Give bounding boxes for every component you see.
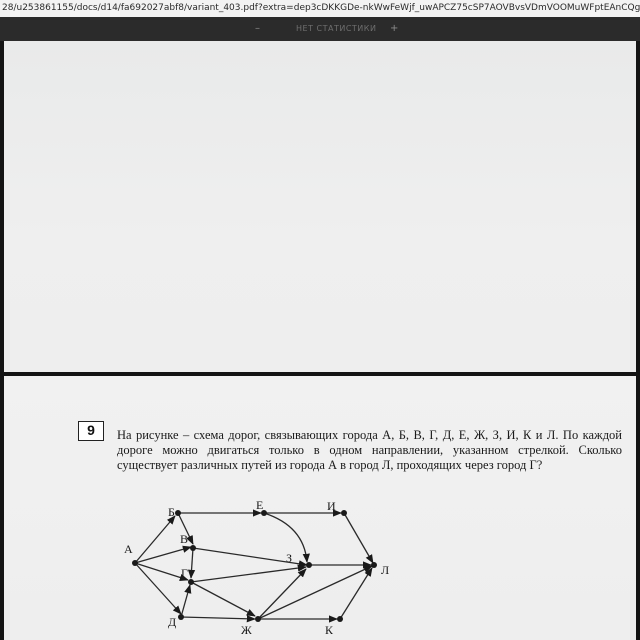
address-bar[interactable] bbox=[0, 0, 640, 17]
url-text: 28/u253861155/docs/d14/fa692027abf8/variant_403.pdf?extra=dep3cDKKGDe-nkWwFeWjf_uwAPCZ75cSP7AOVBvsVDmVOOMuWFptEAnCQg bbox=[2, 3, 640, 13]
node-l bbox=[371, 562, 377, 568]
edge-a-b bbox=[135, 516, 175, 563]
label-v: В bbox=[180, 532, 189, 546]
question-text: На рисунке – схема дорог, связывающих города А, Б, В, Г, Д, Е, Ж, З, И, К и Л. По каждой дороге можно двигаться только в одном направлении, указанном стрелкой. Сколько существует различных путей из города А в город Л, проходящих через город Г? bbox=[117, 428, 622, 472]
edge-i-l bbox=[344, 513, 373, 563]
edge-g-zh bbox=[191, 582, 255, 616]
label-a: А bbox=[124, 542, 133, 556]
pdf-toolbar bbox=[0, 17, 640, 41]
node-i bbox=[341, 510, 347, 516]
edge-zh-z bbox=[258, 569, 306, 619]
edge-k-l bbox=[340, 568, 372, 619]
node-b bbox=[175, 510, 181, 516]
node-k bbox=[337, 616, 343, 622]
edge-g-z bbox=[191, 567, 306, 582]
label-zh: Ж bbox=[241, 623, 252, 637]
label-z: З bbox=[286, 551, 293, 565]
node-a bbox=[132, 560, 138, 566]
node-z bbox=[306, 562, 312, 568]
edge-d-g bbox=[181, 585, 190, 617]
zoom-in-button[interactable]: + bbox=[390, 23, 399, 34]
label-b: Б bbox=[168, 505, 175, 519]
zoom-label: НЕТ СТАТИСТИКИ bbox=[296, 24, 377, 33]
label-d: Д bbox=[168, 615, 177, 629]
edge-a-v bbox=[135, 547, 191, 563]
node-d bbox=[178, 614, 184, 620]
edge-zh-l bbox=[258, 566, 372, 619]
pdf-page-previous bbox=[4, 41, 636, 372]
label-g: Г bbox=[181, 566, 188, 580]
question-number: 9 bbox=[78, 421, 104, 441]
label-k: К bbox=[325, 623, 334, 637]
node-zh bbox=[255, 616, 261, 622]
label-e: Е bbox=[256, 498, 264, 512]
pdf-page-current bbox=[4, 376, 636, 640]
edge-v-g bbox=[191, 548, 193, 578]
label-i: И bbox=[327, 499, 336, 513]
node-g bbox=[188, 579, 194, 585]
label-l: Л bbox=[381, 563, 390, 577]
road-graph-diagram bbox=[4, 376, 636, 640]
zoom-out-button[interactable]: – bbox=[255, 23, 260, 34]
edge-d-zh bbox=[181, 617, 255, 619]
node-v bbox=[190, 545, 196, 551]
